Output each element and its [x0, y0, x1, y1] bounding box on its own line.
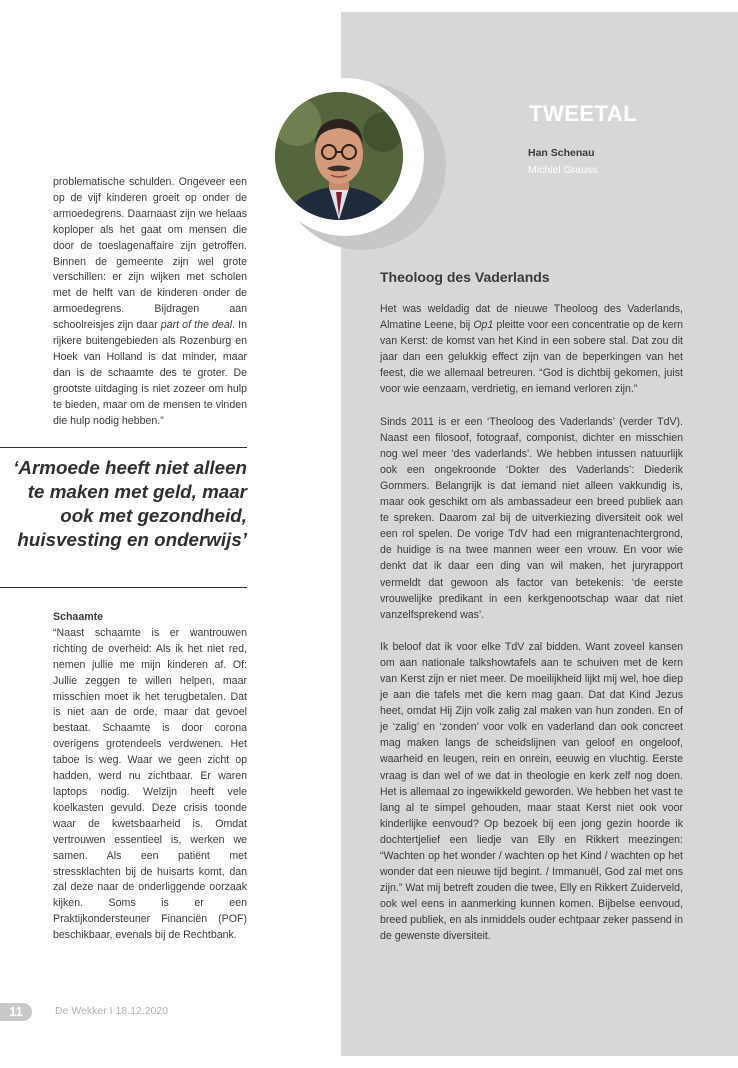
text-run: pleitte voor een concentratie op de kern van Kerst: de komst van het Kind in een sobere stal. Dat zou dit jaar dan een gelukkig effect zijn van de beperkingen van het feest, die we allemaal betreuren. “God is dichtbij gekomen, juist voor wie eenzaam, verdrietig, en iemand verloren zijn.”	[380, 319, 683, 396]
left-column-bottom	[53, 610, 247, 944]
author-portrait	[275, 92, 403, 220]
italic-phrase: part of the deal	[160, 319, 233, 332]
body-paragraph: Sinds 2011 is er een ‘Theoloog des Vaderlands’ (verder TdV). Naast een filosoof, fotograaf, componist, dichter en misschien nog wel meer ‘des vaderlands’. We hebben intussen natuurlijk ook een ongekroonde ‘Dokter des Vaderlands’: Diederik Gommers. Belangrijk is dat iemand niet alleen vakkundig is, maar ook geschikt om als ambassadeur een breed publiek aan te spreken. Daarom zal bij de uitverkiezing diversiteit ook wel een rol spelen. De vorige TdV had een migrantenachtergrond, de huidige is na twee mannen weer een vrouw. En voor wie denkt dat ik daar een ding van wil maken, het juryrapport vermeldt dat gewoon als factor van betekenis: ‘de eerste vrouwelijke predikant in een kerkgenootschap waar dat niet vanzelfsprekend was’.	[380, 415, 683, 621]
body-paragraph	[380, 301, 683, 398]
text-run: problematische schulden. Ongeveer een op de vijf kinderen groeit op onder de armoedegrens. Daarnaast zijn we helaas koploper als het gaat om mensen die door de toeslagenaffaire zijn getroffen. Binnen de gemeente zijn wel grote verschillen: er zijn wijken met scholen met de helft van de kinderen onder de armoedegrens. Bijdragen aan schoolreisjes zijn daar	[53, 176, 247, 332]
author-name: Han Schenau	[528, 147, 595, 159]
page-number: 11	[0, 1003, 32, 1021]
body-paragraph: Ik beloof dat ik voor elke TdV zal bidden. Want zoveel kansen om aan nationale talkshowtafels aan te schuiven met de kern van Kerst zijn er niet meer. De moeilijkheid lijkt mij wel, hoe diep je aan die tafels met die kern mag gaan. Dat dat Kind Jezus heet, omdat Hij Zijn volk zalig zal maken van hun zonden. En of je ‘zalig’ en ‘zonden’ voor volk en vaderland dan ook concreet mag maken langs de scheidslijnen van geloof en ongeloof, waarheid en leugen, rein en onrein, eeuwig en vluchtig. Eerste vraag is dan wel of we dat in theologie en kerk zelf nog doen. Het is allemaal zo ingewikkeld geworden. We hebben het vast te lang al te simpel gehouden, maar staat Kerst niet ook voor kinderlijke eenvoud? Op bezoek bij een jong gezin hoorde ik dochtertjelief een liedje van Elly en Rikkert meezingen: “Wachten op het wonder / wachten op het Kind / wachten op het wonder dat een nieuwe tijd begint. / Immanuël, God zal met ons zijn.” Wat mij betreft zouden die twee, Elly en Rikkert Zuiderveld, ook wel eens in aanmerking kunnen komen. Bijbelse eenvoud, breed publiek, en als inmiddels ouder echtpaar zeker passend in de gewenste diversiteit.	[380, 640, 683, 943]
body-paragraph: “Naast schaamte is er wantrouwen richting de overheid: Als ik het niet red, nemen jullie me mijn kinderen af. Of: Jullie zeggen te willen helpen, maar misschien moet ik het terugbetalen. Dat is niet aan de orde, maar dat gevoel bestaat. Schaamte is door corona overigens grotendeels verdwenen. Het taboe is weg. Waar we geen zicht op hadden, werd nu zichtbaar. Er waren laptops nodig. Welzijn heeft vele koelkasten gevuld. Deze crisis toonde waar de kwetsbaarheid is. Omdat vertrouwen essentieel is, werken we samen. Als een patiënt met stressklachten bij de huisarts komt, dan zal deze naar de onderliggende oorzaak kijken. Soms is er een Praktijkondersteuner Financiën (POF) beschikbaar, evenals bij de Rechtbank.	[53, 626, 247, 942]
section-title: TWEETAL	[529, 101, 638, 126]
quote-rule-bottom	[0, 587, 247, 588]
quote-rule-top	[0, 447, 247, 448]
text-run: Het was weldadig dat de nieuwe Theoloog des Vaderlands, Almatine Leene, bij	[380, 303, 683, 332]
text-run: . In rijkere buitengebieden als Rozenburg en Hoek van Holland is dat minder, maar dan is de schaamte des te groter. De grootste uitdaging is niet zozeer om hulp te bieden, maar om de mensen te vinden die hulp nodig hebben.”	[53, 319, 247, 427]
italic-phrase: Op1	[473, 319, 494, 332]
pull-quote: ‘Armoede heeft niet alleen te maken met geld, maar ook met gezondheid, huisvesting en onderwijs’	[13, 457, 247, 550]
photo-credit: Michiel Grauss	[528, 164, 598, 176]
portrait-illustration	[275, 92, 403, 220]
article-headline: Theoloog des Vaderlands	[380, 269, 550, 285]
body-paragraph	[53, 175, 247, 430]
publication-footer: De Wekker I 18.12.2020	[55, 1005, 169, 1017]
right-column	[380, 267, 683, 961]
subheading: Schaamte	[53, 611, 104, 623]
left-column-top	[53, 175, 247, 430]
